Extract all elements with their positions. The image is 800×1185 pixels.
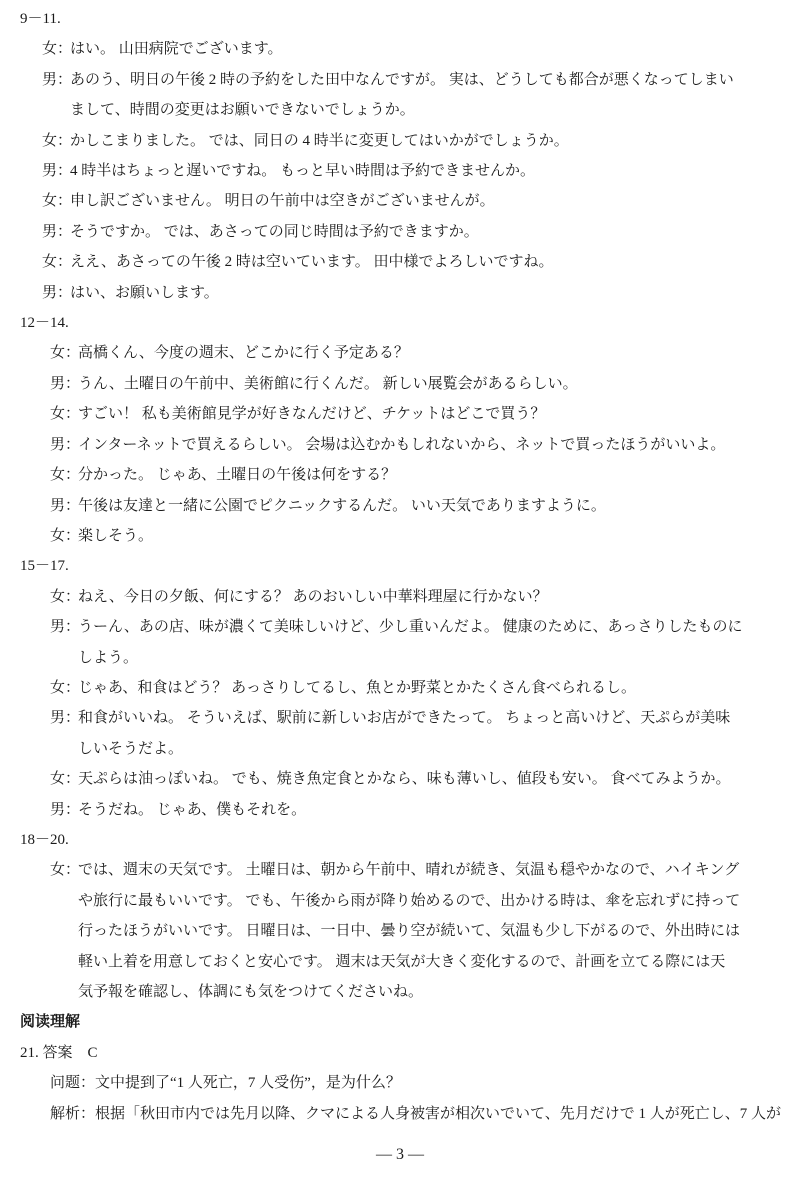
utterance [0,278,782,308]
utterance [0,795,782,825]
utterance-text: ええ、あさっての午後 2 時は空いています。 田中様でよろしいですね。 [70,254,554,271]
analysis-text: 根据「秋田市内では先月以降、クマによる人身被害が相次いでいて、先月だけで 1 人が死亡し、7 人が [95,1105,781,1122]
utterance-text: 高橋くん、今度の週末、どこかに行く予定ある？ [78,345,409,362]
speaker-label: 男： [42,284,73,301]
speaker-label: 女： [50,527,81,544]
utterance-continuation [0,977,782,1007]
utterance-text: 午後は友達と一緒に公園でピクニックするんだ。 いい天気でありますように。 [78,497,606,514]
utterance [0,612,782,642]
utterance [0,217,782,247]
section-title: 9－11. [20,11,61,27]
utterance-continuation [0,916,782,946]
utterance [0,126,782,156]
utterance [0,673,782,703]
utterance-continuation [0,95,782,125]
utterance-continuation [0,886,782,916]
dialogue-section [0,825,782,1007]
document-page [0,4,800,1129]
speaker-label: 女： [50,862,81,879]
utterance-text: はい、お願いします。 [70,284,219,301]
utterance [0,703,782,733]
utterance [0,582,782,612]
utterance-continuation [0,947,782,977]
utterance [0,491,782,521]
analysis-line [0,1099,782,1129]
speaker-label: 男： [42,163,73,180]
utterance-text: すごい！ 私も美術館見学が好きなんだけど、チケットはどこで買う？ [78,406,546,423]
utterance-text: 行ったほうがいいです。 日曜日は、一日中、曇り空が続いて、気温も少し下がるので、外出時には [78,923,740,940]
utterance [0,369,782,399]
page-number: — 3 — [376,1146,424,1163]
utterance [0,855,782,885]
utterance-continuation [0,643,782,673]
speaker-label: 女： [50,406,81,423]
utterance-text: そうだね。 じゃあ、僕もそれを。 [78,801,307,818]
question-label: 问题： [50,1075,96,1092]
speaker-label: 女： [42,254,73,271]
utterance [0,65,782,95]
utterance-text: 和食がいいね。 そういえば、駅前に新しいお店ができたって。 ちょっと高いけど、天ぷらが美味 [78,710,731,727]
utterance [0,156,782,186]
utterance-text: インターネットで買えるらしい。 会場は込むかもしれないから、ネットで買ったほうがいいよ。 [78,436,726,453]
speaker-label: 女： [42,41,73,58]
utterance-text: 軽い上着を用意しておくと安心です。 週末は天気が大きく変化するので、計画を立てる際には天 [78,953,726,970]
utterance-text: あのう、明日の午後 2 時の予約をした田中なんですが。 実は、どうしても都合が悪くなってしまい [70,71,734,88]
utterance-text: まして、時間の変更はお願いできないでしょうか。 [70,102,415,119]
speaker-label: 女： [42,132,73,149]
speaker-label: 女： [50,679,81,696]
utterance-text: 天ぷらは油っぽいね。 でも、焼き魚定食とかなら、味も薄いし、値段も安い。 食べてみようか。 [78,771,731,788]
speaker-label: 女： [50,588,81,605]
section-title: 15－17. [20,558,69,575]
dialogue-section [0,308,782,551]
speaker-label: 男： [50,375,81,392]
answer-line: 21. 答案 C [20,1044,98,1061]
speaker-label: 男： [42,71,73,88]
utterance-text: うん、土曜日の午前中、美術館に行くんだ。 新しい展覧会があるらしい。 [78,375,578,392]
speaker-label: 男： [50,436,81,453]
section-heading: 阅读理解 [20,1014,81,1031]
speaker-label: 女： [42,193,73,210]
section-title: 18－20. [20,831,69,848]
speaker-label: 女： [50,771,81,788]
utterance-text: ねえ、今日の夕飯、何にする？ あのおいしい中華料理屋に行かない？ [78,588,548,605]
question-line [0,1068,782,1098]
utterance-text: はい。 山田病院でございます。 [70,41,283,58]
utterance-continuation [0,734,782,764]
utterance-text: しいそうだよ。 [78,740,184,757]
speaker-label: 女： [50,467,81,484]
utterance-text: かしこまりました。 では、同日の 4 時半に変更してはいかがでしょうか。 [70,132,569,149]
speaker-label: 男： [50,619,81,636]
utterance-text: 分かった。 じゃあ、土曜日の午後は何をする？ [78,467,397,484]
speaker-label: 男： [50,710,81,727]
utterance-text: そうですか。 では、あさっての同じ時間は予約できますか。 [70,223,479,240]
utterance [0,34,782,64]
speaker-label: 男： [42,223,73,240]
utterance-text: では、週末の天気です。 土曜日は、朝から午前中、晴れが続き、気温も穏やかなので、ハイキング [78,862,740,879]
section-title: 12－14. [20,315,69,332]
utterance [0,430,782,460]
utterance [0,764,782,794]
utterance [0,460,782,490]
utterance-text: しよう。 [78,649,139,666]
dialogue-section [0,551,782,825]
utterance-text: じゃあ、和食はどう？ あっさりしてるし、魚とか野菜とかたくさん食べられるし。 [78,679,637,696]
utterance [0,399,782,429]
speaker-label: 男： [50,497,81,514]
speaker-label: 女： [50,345,81,362]
speaker-label: 男： [50,801,81,818]
utterance [0,186,782,216]
utterance-text: 申し訳ございません。 明日の午前中は空きがございませんが。 [70,193,495,210]
dialogue-section [0,4,782,308]
utterance-text: 気予報を確認し、体調にも気をつけてくださいね。 [78,984,424,1000]
utterance [0,247,782,277]
question-text: 文中提到了“1 人死亡，7 人受伤”，是为什么？ [95,1075,401,1092]
utterance-text: や旅行に最もいいです。 でも、午後から雨が降り始めるので、出かける時は、傘を忘れずに持って [78,892,741,909]
utterance-text: うーん、あの店、味が濃くて美味しいけど、少し重いんだよ。 健康のために、あっさりしたものに [78,619,743,636]
utterance-text: 4 時半はちょっと遅いですね。 もっと早い時間は予約できませんか。 [70,163,536,180]
analysis-label: 解析： [50,1105,96,1122]
utterance [0,338,782,368]
utterance-text: 楽しそう。 [78,527,154,544]
utterance [0,521,782,551]
